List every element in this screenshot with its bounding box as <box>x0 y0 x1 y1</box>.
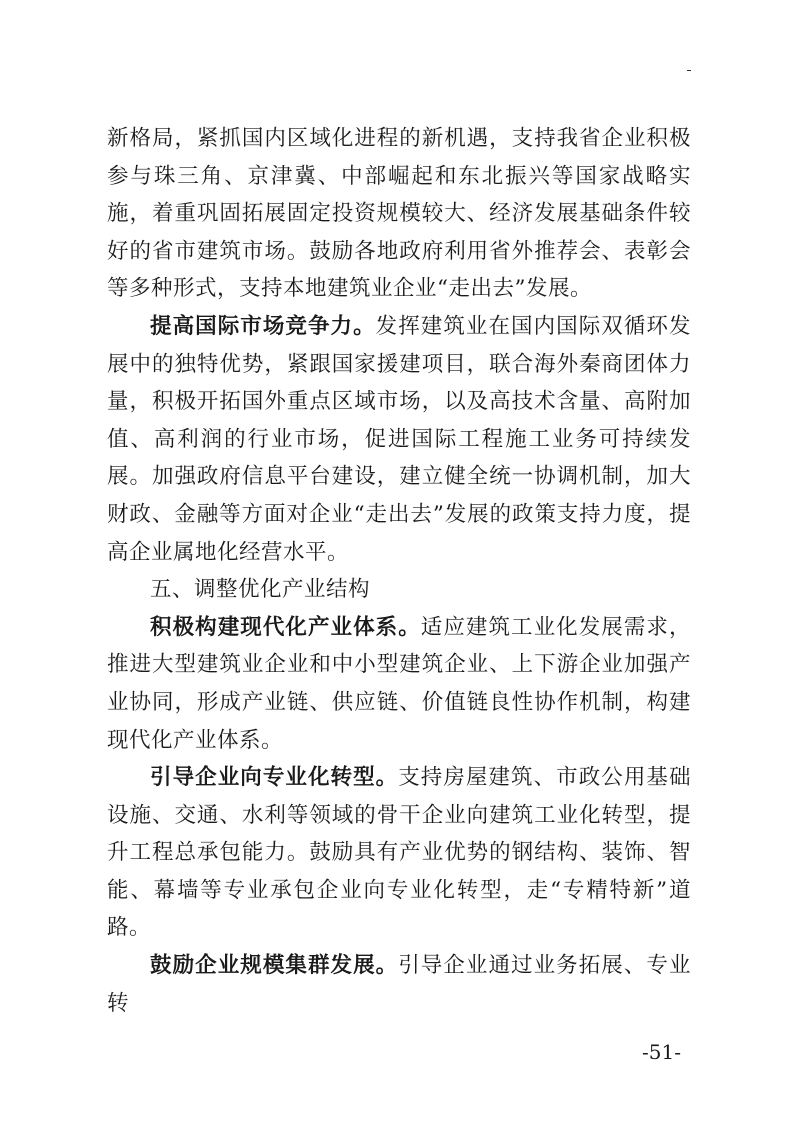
section-heading: 五、调整优化产业结构 <box>150 577 371 603</box>
header-mark <box>687 70 691 71</box>
paragraph-cluster-development <box>107 947 691 1022</box>
paragraph-continued <box>107 120 691 308</box>
paragraph-text: 新格局，紧抓国内区域化进程的新机遇，支持我省企业积极参与珠三角、京津冀、中部崛起和东北振兴等国家战略实施，着重巩固拓展固定投资规模较大、经济发展基础条件较好的省市建筑市场。鼓励各地政府利用省外推荐会、表彰会等多种形式，支持本地建筑业企业“走出去”发展。 <box>107 126 691 302</box>
paragraph-lead: 积极构建现代化产业体系。 <box>150 614 421 640</box>
paragraph-lead: 引导企业向专业化转型。 <box>150 765 399 791</box>
paragraph-lead: 提高国际市场竞争力。 <box>150 313 376 339</box>
paragraph-international-market <box>107 308 691 571</box>
paragraph-text: 适应建筑工业化发展需求，推进大型建筑业企业和中小型建筑企业、上下游企业加强产业协同，形成产业链、供应链、价值链良性协作机制，构建现代化产业体系。 <box>107 614 691 753</box>
paragraph-text: 支持房屋建筑、市政公用基础设施、交通、水利等领域的骨干企业向建筑工业化转型，提升工程总承包能力。鼓励具有产业优势的钢结构、装饰、智能、幕墙等专业承包企业向专业化转型，走“专精特新”道路。 <box>107 765 691 941</box>
paragraph-text: 引导企业通过业务拓展、专业转 <box>107 953 691 1016</box>
page-number: -51- <box>642 1040 681 1064</box>
paragraph-lead: 鼓励企业规模集群发展。 <box>150 953 399 979</box>
paragraph-specialization <box>107 759 691 947</box>
paragraph-text: 发挥建筑业在国内国际双循环发展中的独特优势，紧跟国家援建项目，联合海外秦商团体力量，积极开拓国外重点区域市场，以及高技术含量、高附加值、高利润的行业市场，促进国际工程施工业务可持续发展。加强政府信息平台建设，建立健全统一协调机制，加大财政、金融等方面对企业“走出去”发展的政策支持力度，提高企业属地化经营水平。 <box>107 313 691 565</box>
paragraph-industry-system <box>107 609 691 759</box>
document-body <box>107 120 691 1022</box>
